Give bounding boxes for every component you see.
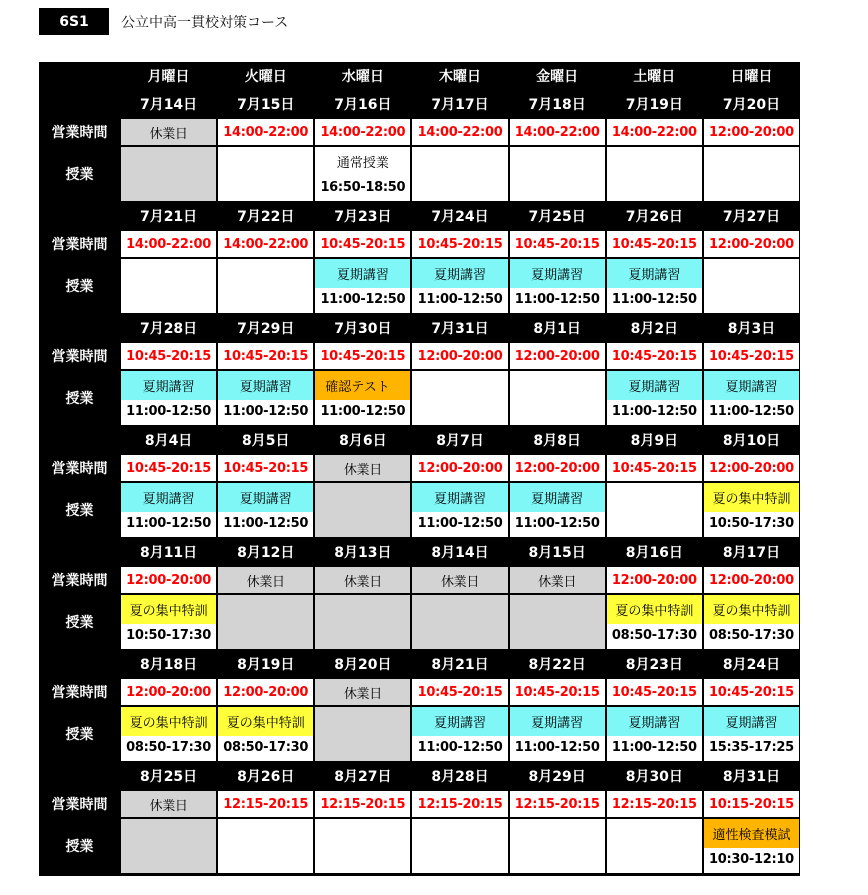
class-cell <box>510 707 605 761</box>
date-header: 8月7日 <box>436 433 484 449</box>
class-cell <box>412 371 507 425</box>
date-header: 7月28日 <box>139 321 198 337</box>
class-name: 夏の集中特訓 <box>704 595 799 624</box>
hours-cell: 10:45-20:15 <box>121 343 216 369</box>
date-header: 8月28日 <box>431 769 489 785</box>
date-header: 8月6日 <box>339 433 387 449</box>
class-cell <box>412 259 507 313</box>
class-row-label: 授業 <box>65 839 94 855</box>
class-time: 16:50-18:50 <box>320 179 406 195</box>
date-header: 8月30日 <box>625 769 683 785</box>
hours-cell: 12:15-20:15 <box>607 791 702 817</box>
class-name: 夏期講習 <box>412 483 507 512</box>
date-header: 7月25日 <box>528 209 586 225</box>
weekday-header: 火曜日 <box>244 69 287 85</box>
date-header: 7月18日 <box>528 97 586 113</box>
date-header: 8月3日 <box>727 321 776 337</box>
class-name: 夏期講習 <box>121 483 216 512</box>
hours-cell: 12:00-20:00 <box>704 567 799 593</box>
class-cell <box>412 483 507 537</box>
course-title: 公立中高一貫校対策コース <box>121 14 289 31</box>
class-name: 夏期講習 <box>510 483 605 512</box>
class-name: 夏期講習 <box>218 371 313 400</box>
class-name: 夏期講習 <box>607 259 702 288</box>
class-time: 11:00-12:50 <box>709 403 794 419</box>
date-header: 7月21日 <box>139 209 198 225</box>
class-cell <box>218 483 313 537</box>
class-code-badge: 6S1 <box>39 8 109 35</box>
hours-cell: 12:00-20:00 <box>121 679 216 705</box>
weekday-header: 木曜日 <box>439 69 481 85</box>
hours-cell: 10:45-20:15 <box>121 455 216 481</box>
date-header: 8月23日 <box>625 657 683 673</box>
hours-cell: 12:15-20:15 <box>315 791 410 817</box>
class-time: 11:00-12:50 <box>126 403 211 419</box>
class-time: 08:50-17:30 <box>223 739 309 755</box>
date-header: 8月8日 <box>533 433 581 449</box>
class-cell <box>412 595 507 649</box>
class-time: 11:00-12:50 <box>320 403 406 419</box>
class-name: 夏の集中特訓 <box>121 707 216 736</box>
class-name: 夏期講習 <box>412 259 507 288</box>
class-cell <box>704 483 799 537</box>
weekday-header: 水曜日 <box>341 69 384 85</box>
date-header: 7月15日 <box>237 97 295 113</box>
class-name: 夏の集中特訓 <box>607 595 702 624</box>
hours-row-label: 営業時間 <box>51 237 108 253</box>
hours-cell: 12:00-20:00 <box>704 231 799 257</box>
class-cell <box>218 147 313 201</box>
class-cell <box>510 147 605 201</box>
date-header: 8月18日 <box>139 657 198 673</box>
closed-day-cell: 休業日 <box>412 567 507 593</box>
hours-cell: 14:00-22:00 <box>121 231 216 257</box>
date-header: 7月23日 <box>334 209 392 225</box>
class-cell <box>704 819 799 873</box>
date-header: 7月20日 <box>722 97 781 113</box>
class-cell <box>315 707 410 761</box>
date-header: 8月29日 <box>528 769 586 785</box>
class-row-label: 授業 <box>65 727 94 743</box>
class-cell <box>315 147 410 201</box>
hours-cell: 10:45-20:15 <box>704 679 799 705</box>
hours-row-label: 営業時間 <box>51 797 108 813</box>
hours-cell: 10:45-20:15 <box>607 231 702 257</box>
date-header: 7月22日 <box>237 209 295 225</box>
date-header: 8月10日 <box>722 433 781 449</box>
class-time: 11:00-12:50 <box>417 515 503 531</box>
class-cell <box>121 819 216 873</box>
hours-cell: 12:15-20:15 <box>218 791 313 817</box>
hours-cell: 10:15-20:15 <box>704 791 799 817</box>
class-row-label: 授業 <box>65 279 94 295</box>
date-header: 8月13日 <box>334 545 392 561</box>
hours-cell: 12:15-20:15 <box>510 791 605 817</box>
class-cell <box>510 371 605 425</box>
class-name: 通常授業 <box>315 147 410 176</box>
class-cell <box>607 707 702 761</box>
date-header: 8月24日 <box>722 657 781 673</box>
weekday-header: 土曜日 <box>633 69 676 85</box>
class-cell <box>704 707 799 761</box>
class-time: 11:00-12:50 <box>417 739 503 755</box>
date-header: 8月25日 <box>139 769 198 785</box>
closed-day-cell: 休業日 <box>510 567 605 593</box>
date-header: 8月9日 <box>630 433 679 449</box>
closed-day-cell: 休業日 <box>121 791 216 817</box>
date-header: 8月26日 <box>237 769 295 785</box>
date-header: 7月17日 <box>431 97 489 113</box>
date-header: 8月14日 <box>431 545 489 561</box>
hours-cell: 10:45-20:15 <box>510 231 605 257</box>
hours-row-label: 営業時間 <box>51 125 108 141</box>
hours-cell: 10:45-20:15 <box>412 231 507 257</box>
class-time: 08:50-17:30 <box>709 627 794 643</box>
class-time: 11:00-12:50 <box>514 515 600 531</box>
class-time: 11:00-12:50 <box>514 739 600 755</box>
hours-cell: 12:00-20:00 <box>121 567 216 593</box>
closed-day-cell: 休業日 <box>315 567 410 593</box>
class-cell <box>315 595 410 649</box>
hours-cell: 10:45-20:15 <box>510 679 605 705</box>
class-row-label: 授業 <box>65 391 94 407</box>
date-header: 8月21日 <box>431 657 489 673</box>
hours-cell: 14:00-22:00 <box>218 119 313 145</box>
date-header: 8月27日 <box>334 769 392 785</box>
class-cell <box>510 259 605 313</box>
class-name: 夏期講習 <box>218 483 313 512</box>
hours-cell: 10:45-20:15 <box>607 343 702 369</box>
hours-row-label: 営業時間 <box>51 685 108 701</box>
hours-cell: 14:00-22:00 <box>607 119 702 145</box>
hours-cell: 10:45-20:15 <box>218 455 313 481</box>
class-row-label: 授業 <box>65 615 94 631</box>
class-cell <box>315 819 410 873</box>
class-cell <box>121 371 216 425</box>
hours-cell: 12:00-20:00 <box>510 343 605 369</box>
closed-day-cell: 休業日 <box>218 567 313 593</box>
closed-day-cell: 休業日 <box>121 119 216 145</box>
class-name: 夏期講習 <box>510 707 605 736</box>
hours-cell: 12:00-20:00 <box>412 455 507 481</box>
class-cell <box>412 819 507 873</box>
weekday-header: 金曜日 <box>536 69 579 85</box>
class-time: 10:30-12:10 <box>709 851 794 867</box>
class-name: 夏の集中特訓 <box>218 707 313 736</box>
class-time: 15:35-17:25 <box>709 739 794 755</box>
class-name: 夏期講習 <box>607 707 702 736</box>
class-cell <box>315 371 410 425</box>
class-cell <box>121 483 216 537</box>
date-header: 8月20日 <box>334 657 392 673</box>
class-time: 11:00-12:50 <box>320 291 406 307</box>
class-cell <box>218 707 313 761</box>
hours-cell: 12:00-20:00 <box>704 455 799 481</box>
hours-cell: 12:00-20:00 <box>607 567 702 593</box>
hours-cell: 10:45-20:15 <box>704 343 799 369</box>
class-time: 11:00-12:50 <box>126 515 211 531</box>
hours-row-label: 営業時間 <box>51 461 108 477</box>
class-time: 11:00-12:50 <box>611 403 697 419</box>
hours-cell: 14:00-22:00 <box>315 119 410 145</box>
class-cell <box>704 259 799 313</box>
schedule-table <box>39 62 800 876</box>
date-header: 8月16日 <box>625 545 683 561</box>
class-time: 08:50-17:30 <box>611 627 697 643</box>
hours-cell: 10:45-20:15 <box>412 679 507 705</box>
class-cell <box>121 147 216 201</box>
closed-day-cell: 休業日 <box>315 455 410 481</box>
hours-cell: 12:00-20:00 <box>412 343 507 369</box>
class-cell <box>704 595 799 649</box>
class-cell <box>218 371 313 425</box>
class-cell <box>510 819 605 873</box>
hours-cell: 12:00-20:00 <box>704 119 799 145</box>
hours-cell: 14:00-22:00 <box>412 119 507 145</box>
class-cell <box>218 819 313 873</box>
hours-cell: 14:00-22:00 <box>510 119 605 145</box>
class-cell <box>607 819 702 873</box>
date-header: 8月5日 <box>241 433 290 449</box>
date-header: 8月22日 <box>528 657 586 673</box>
class-time: 10:50-17:30 <box>709 515 794 531</box>
date-header: 8月17日 <box>722 545 781 561</box>
class-cell <box>121 595 216 649</box>
date-header: 8月1日 <box>533 321 581 337</box>
class-cell <box>412 147 507 201</box>
class-name: 夏期講習 <box>510 259 605 288</box>
class-name: 夏期講習 <box>607 371 702 400</box>
class-name: 適性検査模試 <box>704 819 799 848</box>
hours-cell: 12:00-20:00 <box>218 679 313 705</box>
date-header: 8月19日 <box>237 657 295 673</box>
class-time: 11:00-12:50 <box>417 291 503 307</box>
date-header: 8月15日 <box>528 545 586 561</box>
date-header: 7月30日 <box>334 321 392 337</box>
class-cell <box>607 147 702 201</box>
date-header: 7月27日 <box>722 209 781 225</box>
closed-day-cell: 休業日 <box>315 679 410 705</box>
hours-cell: 10:45-20:15 <box>315 231 410 257</box>
class-time: 11:00-12:50 <box>223 403 309 419</box>
date-header: 8月4日 <box>144 433 193 449</box>
hours-cell: 14:00-22:00 <box>218 231 313 257</box>
class-cell <box>315 483 410 537</box>
date-header: 7月31日 <box>431 321 489 337</box>
class-time: 10:50-17:30 <box>126 627 211 643</box>
class-time: 08:50-17:30 <box>126 739 211 755</box>
class-cell <box>607 595 702 649</box>
class-time: 11:00-12:50 <box>611 739 697 755</box>
class-cell <box>218 595 313 649</box>
class-name: 夏期講習 <box>704 371 799 400</box>
hours-cell: 10:45-20:15 <box>607 679 702 705</box>
date-header: 7月14日 <box>139 97 198 113</box>
date-header: 8月31日 <box>722 769 781 785</box>
date-header: 8月11日 <box>139 545 198 561</box>
class-time: 11:00-12:50 <box>223 515 309 531</box>
date-header: 7月16日 <box>334 97 392 113</box>
class-name: 夏の集中特訓 <box>704 483 799 512</box>
weekday-header: 日曜日 <box>730 69 773 85</box>
date-header: 7月26日 <box>625 209 683 225</box>
class-row-label: 授業 <box>65 167 94 183</box>
class-name: 夏期講習 <box>121 371 216 400</box>
hours-row-label: 営業時間 <box>51 349 108 365</box>
class-row-label: 授業 <box>65 503 94 519</box>
class-name: 夏期講習 <box>704 707 799 736</box>
hours-cell: 10:45-20:15 <box>607 455 702 481</box>
class-cell <box>218 259 313 313</box>
date-header: 7月24日 <box>431 209 489 225</box>
class-cell <box>121 259 216 313</box>
hours-cell: 10:45-20:15 <box>315 343 410 369</box>
class-cell <box>607 371 702 425</box>
page-header <box>39 8 288 35</box>
class-name: 確認テスト <box>315 371 410 400</box>
class-cell <box>510 595 605 649</box>
class-cell <box>704 147 799 201</box>
weekday-header: 月曜日 <box>147 69 190 85</box>
date-header: 8月12日 <box>237 545 295 561</box>
class-cell <box>704 371 799 425</box>
class-time: 11:00-12:50 <box>514 291 600 307</box>
class-cell <box>315 259 410 313</box>
class-name: 夏期講習 <box>412 707 507 736</box>
date-header: 8月2日 <box>630 321 679 337</box>
class-cell <box>121 707 216 761</box>
class-cell <box>412 707 507 761</box>
hours-cell: 12:00-20:00 <box>510 455 605 481</box>
date-header: 7月19日 <box>625 97 683 113</box>
class-name: 夏の集中特訓 <box>121 595 216 624</box>
hours-cell: 12:15-20:15 <box>412 791 507 817</box>
date-header: 7月29日 <box>237 321 295 337</box>
hours-row-label: 営業時間 <box>51 573 108 589</box>
class-cell <box>510 483 605 537</box>
hours-cell: 10:45-20:15 <box>218 343 313 369</box>
class-time: 11:00-12:50 <box>611 291 697 307</box>
class-cell <box>607 259 702 313</box>
class-cell <box>607 483 702 537</box>
class-name: 夏期講習 <box>315 259 410 288</box>
